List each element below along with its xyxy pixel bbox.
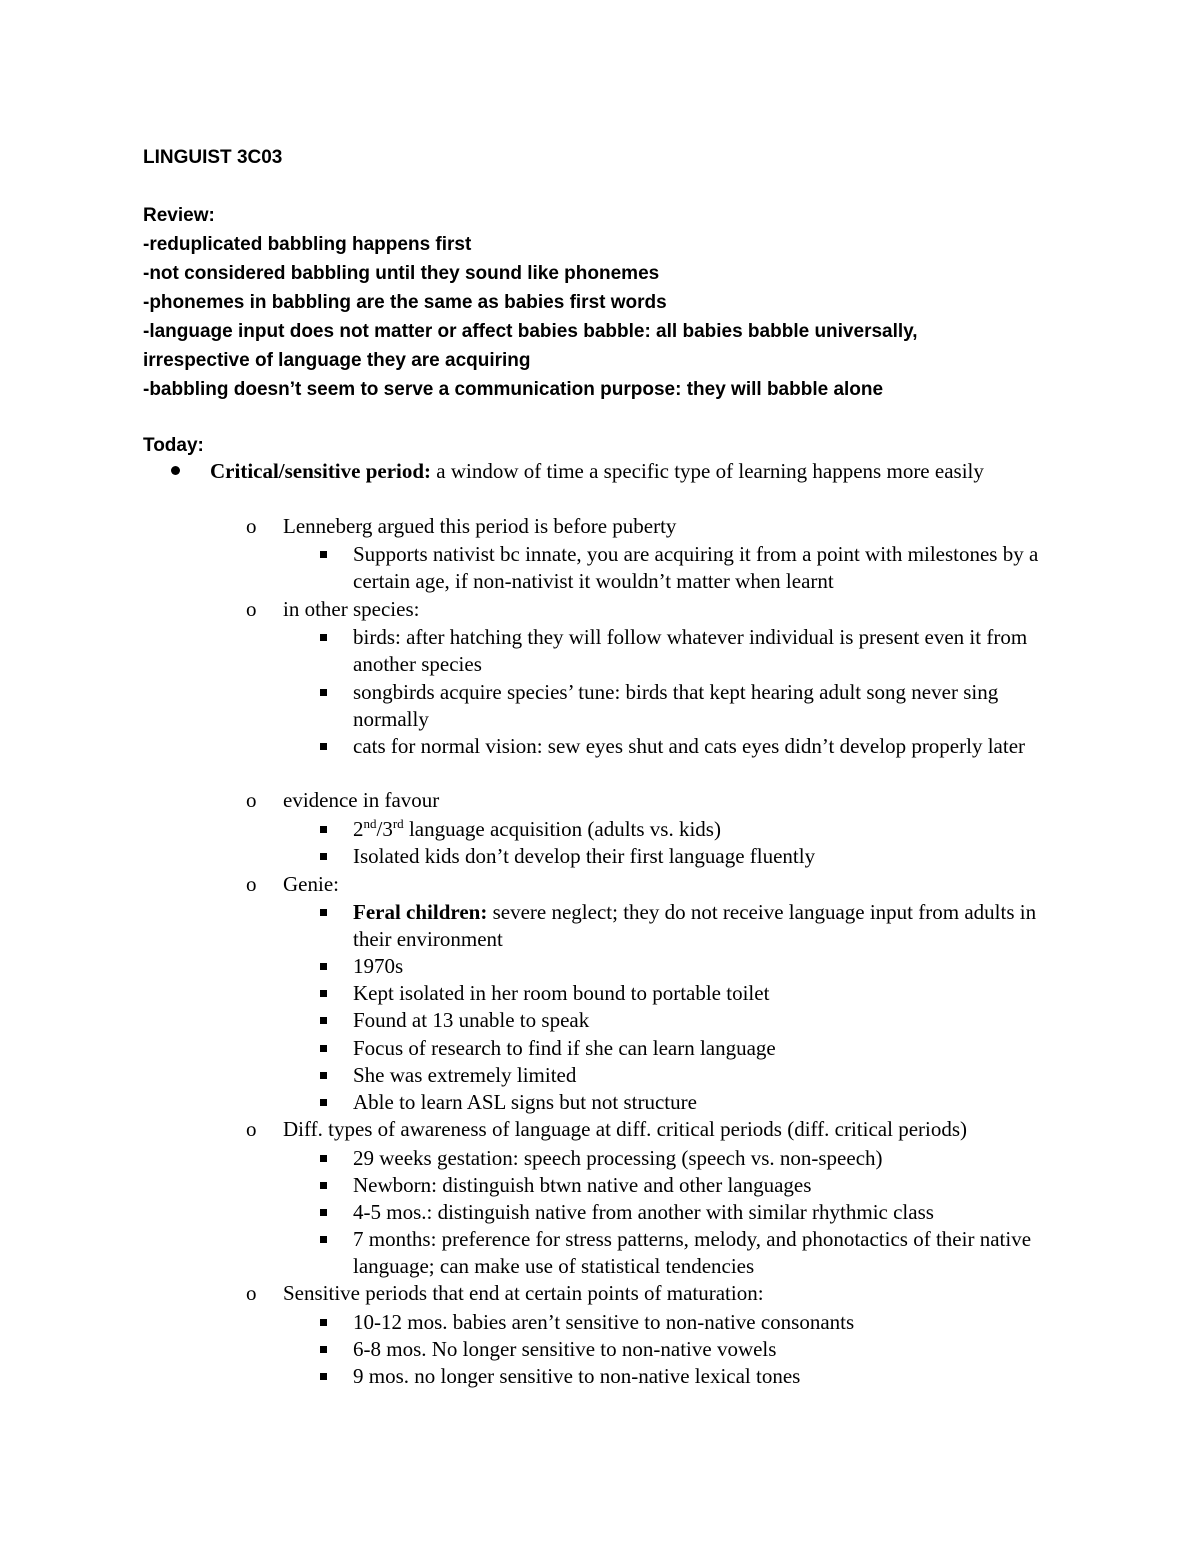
subsubitem-maturation bbox=[316, 1363, 1076, 1390]
ordinal-suffix-rd: rd bbox=[392, 816, 404, 831]
subsubitem-birds bbox=[316, 624, 1076, 678]
square-bullet-icon bbox=[320, 634, 327, 641]
subsubitem-text: Newborn: distinguish btwn native and other languages bbox=[353, 1173, 812, 1197]
review-line: -not considered babbling until they sound like phonemes bbox=[143, 263, 660, 284]
square-bullet-icon bbox=[320, 1017, 327, 1024]
subsubitem-text: She was extremely limited bbox=[353, 1063, 577, 1087]
language-acquisition-text: language acquisition (adults vs. kids) bbox=[403, 817, 721, 841]
subsubitem-songbirds bbox=[316, 679, 1076, 733]
square-bullet-icon bbox=[320, 1319, 327, 1326]
subsubitem-awareness bbox=[316, 1199, 1076, 1226]
review-line: irrespective of language they are acquiring bbox=[143, 350, 531, 371]
subsubitem-genie-fact bbox=[316, 980, 1076, 1007]
subsubitem-text bbox=[353, 816, 1068, 843]
review-line: -language input does not matter or affect babies babble: all babies babble universally, bbox=[143, 321, 918, 342]
review-line: -phonemes in babbling are the same as babies first words bbox=[143, 292, 667, 313]
square-bullet-icon bbox=[320, 826, 327, 833]
subsubitem-awareness bbox=[316, 1172, 1076, 1199]
subitem-evidence bbox=[246, 787, 1066, 814]
square-bullet-icon bbox=[320, 909, 327, 916]
subsubitem-text: 10-12 mos. babies aren’t sensitive to non-native consonants bbox=[353, 1310, 855, 1334]
subsubitem-text: cats for normal vision: sew eyes shut and cats eyes didn’t develop properly later bbox=[353, 734, 1026, 758]
subsubitem-second-language bbox=[316, 816, 1076, 843]
square-bullet-icon bbox=[320, 1373, 327, 1380]
square-bullet-icon bbox=[320, 1182, 327, 1189]
square-bullet-icon bbox=[320, 1155, 327, 1162]
square-bullet-icon bbox=[320, 963, 327, 970]
subitem-other-species bbox=[246, 596, 1066, 623]
subsubitem-text: 7 months: preference for stress patterns, melody, and phonotactics of their native language; can make use of statistical tendencies bbox=[353, 1227, 1032, 1279]
term-feral-children: Feral children: bbox=[353, 900, 488, 924]
square-bullet-icon bbox=[320, 1346, 327, 1353]
subsubitem-nativist bbox=[316, 541, 1076, 595]
subsubitem-genie-fact bbox=[316, 1007, 1076, 1034]
subsubitem-text: Able to learn ASL signs but not structure bbox=[353, 1090, 697, 1114]
subsubitem-text: Focus of research to find if she can learn language bbox=[353, 1036, 776, 1060]
subsubitem-text: 1970s bbox=[353, 954, 404, 978]
term-critical-period: Critical/sensitive period: bbox=[210, 459, 432, 483]
square-bullet-icon bbox=[320, 1099, 327, 1106]
square-bullet-icon bbox=[320, 990, 327, 997]
circle-bullet-icon: o bbox=[246, 597, 257, 621]
subsubitem-text: 4-5 mos.: distinguish native from another with similar rhythmic class bbox=[353, 1200, 934, 1224]
review-line: -babbling doesn’t seem to serve a communication purpose: they will babble alone bbox=[143, 379, 884, 400]
subitem-text: Diff. types of awareness of language at diff. critical periods (diff. critical periods) bbox=[283, 1117, 968, 1141]
subsubitem-maturation bbox=[316, 1309, 1076, 1336]
ordinal-3: /3 bbox=[376, 817, 393, 841]
circle-bullet-icon: o bbox=[246, 1281, 257, 1305]
square-bullet-icon bbox=[320, 1236, 327, 1243]
subsubitem-text: 6-8 mos. No longer sensitive to non-native vowels bbox=[353, 1337, 777, 1361]
square-bullet-icon bbox=[320, 1209, 327, 1216]
subsubitem-awareness bbox=[316, 1145, 1076, 1172]
subitem-maturation bbox=[246, 1280, 1066, 1307]
subsubitem-text bbox=[353, 899, 1068, 953]
subsubitem-genie-fact bbox=[316, 953, 1076, 980]
square-bullet-icon bbox=[320, 551, 327, 558]
ordinal-suffix-nd: nd bbox=[363, 816, 377, 831]
subsubitem-genie-fact bbox=[316, 1062, 1076, 1089]
subitem-text: Lenneberg argued this period is before puberty bbox=[283, 514, 677, 538]
subitem-text: evidence in favour bbox=[283, 788, 440, 812]
subsubitem-text: songbirds acquire species’ tune: birds that kept hearing adult song never sing normally bbox=[353, 680, 999, 732]
subsubitem-genie-fact bbox=[316, 1089, 1076, 1116]
review-list bbox=[143, 230, 1043, 404]
subsubitem-cats bbox=[316, 733, 1076, 760]
bullet-dot-icon bbox=[171, 466, 180, 475]
square-bullet-icon bbox=[320, 743, 327, 750]
subsubitem-text: Kept isolated in her room bound to portable toilet bbox=[353, 981, 770, 1005]
subsubitem-text: 9 mos. no longer sensitive to non-native lexical tones bbox=[353, 1364, 801, 1388]
subitem-text: Genie: bbox=[283, 872, 339, 896]
subitem-lenneberg bbox=[246, 513, 1066, 540]
ordinal-2: 2 bbox=[353, 817, 364, 841]
definition-critical-period: a window of time a specific type of learning happens more easily bbox=[431, 459, 984, 483]
review-heading: Review: bbox=[143, 205, 215, 226]
subsubitem-maturation bbox=[316, 1336, 1076, 1363]
square-bullet-icon bbox=[320, 853, 327, 860]
subsubitem-isolated-kids bbox=[316, 843, 1076, 870]
definition-feral-children: severe neglect; they do not receive language input from adults in their environment bbox=[353, 900, 1037, 952]
subsubitem-text: 29 weeks gestation: speech processing (speech vs. non-speech) bbox=[353, 1146, 883, 1170]
subsubitem-awareness bbox=[316, 1226, 1076, 1280]
review-line: -reduplicated babbling happens first bbox=[143, 234, 472, 255]
circle-bullet-icon: o bbox=[246, 872, 257, 896]
subsubitem-text: birds: after hatching they will follow whatever individual is present even it from another species bbox=[353, 625, 1028, 677]
document-title: LINGUIST 3C03 bbox=[143, 147, 283, 168]
bullet-critical-period bbox=[183, 458, 1043, 485]
circle-bullet-icon: o bbox=[246, 1117, 257, 1141]
subitem-genie bbox=[246, 871, 1066, 898]
subsubitem-text: Found at 13 unable to speak bbox=[353, 1008, 590, 1032]
subsubitem-text: Isolated kids don’t develop their first language fluently bbox=[353, 844, 816, 868]
circle-bullet-icon: o bbox=[246, 788, 257, 812]
subitem-awareness bbox=[246, 1116, 1066, 1143]
subsubitem-text: Supports nativist bc innate, you are acquiring it from a point with milestones by a certain age, if non-nativist it wouldn’t matter when learnt bbox=[353, 542, 1039, 594]
subsubitem-genie-fact bbox=[316, 1035, 1076, 1062]
subitem-text: Sensitive periods that end at certain points of maturation: bbox=[283, 1281, 764, 1305]
square-bullet-icon bbox=[320, 1045, 327, 1052]
bullet-text bbox=[210, 458, 1055, 485]
circle-bullet-icon: o bbox=[246, 514, 257, 538]
subsubitem-feral-children bbox=[316, 899, 1076, 953]
subitem-text: in other species: bbox=[283, 597, 420, 621]
square-bullet-icon bbox=[320, 1072, 327, 1079]
today-heading: Today: bbox=[143, 435, 204, 456]
square-bullet-icon bbox=[320, 689, 327, 696]
